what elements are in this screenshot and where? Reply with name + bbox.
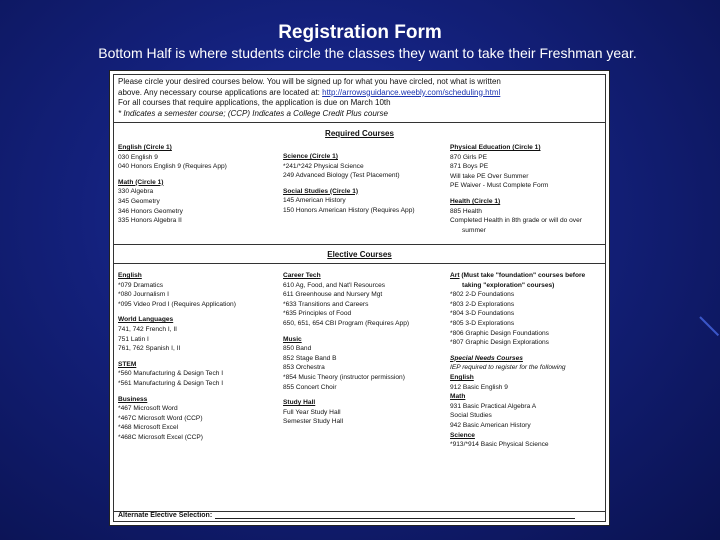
course-item: PE Waiver - Must Complete Form [450, 182, 549, 190]
section-heading: STEM [118, 360, 137, 368]
section-heading: Health (Circle 1) [450, 197, 501, 205]
course-item: 150 Honors American History (Requires App) [283, 206, 415, 214]
course-item: *854 Music Theory (instructor permission) [283, 373, 405, 381]
art-heading-note: taking "exploration" courses) [462, 281, 555, 289]
section-heading: English [118, 272, 142, 279]
section-heading: Career Tech [283, 272, 321, 279]
course-item: 855 Concert Choir [283, 383, 337, 391]
course-item: 650, 651, 654 CBI Program (Requires App) [283, 319, 410, 327]
course-item: 853 Orchestra [283, 364, 325, 372]
form-instructions [118, 77, 601, 119]
course-item: 249 Advanced Biology (Test Placement) [283, 172, 400, 180]
course-item: Completed Health in 8th grade or will do over [450, 217, 582, 225]
course-item: 610 Ag, Food, and Nat'l Resources [283, 281, 386, 289]
course-item: *633 Transitions and Careers [283, 300, 369, 308]
section-heading: Math (Circle 1) [118, 178, 164, 186]
instruction-line: For all courses that require applications, the application is due on March 10th [118, 98, 391, 108]
course-item: 145 American History [283, 197, 346, 205]
course-item: Full Year Study Hall [283, 408, 341, 416]
course-item: *802 2-D Foundations [450, 291, 515, 299]
course-item: 761, 762 Spanish I, II [118, 345, 181, 353]
alternate-elective-label: Alternate Elective Selection: [118, 512, 213, 519]
course-item: 870 Girls PE [450, 153, 488, 161]
course-item: *913/*914 Basic Physical Science [450, 441, 549, 449]
course-item: 611 Greenhouse and Nursery Mgt [283, 291, 383, 299]
course-item: 345 Geometry [118, 197, 160, 205]
form-frame [113, 74, 606, 522]
section-heading: Special Needs Courses [450, 354, 523, 362]
instruction-line: above. Any necessary course applications are located at: http://arrowsguidance.weebly.com/scheduling.html [118, 87, 501, 97]
course-item: *635 Principles of Food [283, 310, 352, 318]
course-item: 030 English 9 [118, 153, 158, 161]
course-item: *806 Graphic Design Foundations [450, 329, 549, 337]
section-heading: Science (Circle 1) [283, 153, 338, 160]
course-item: 330 Algebra [118, 188, 154, 196]
divider [114, 244, 605, 245]
elective-col-2 [283, 271, 409, 427]
course-item: 852 Stage Band B [283, 354, 337, 362]
required-courses-heading: Required Courses [325, 129, 394, 138]
course-item: *807 Graphic Design Explorations [450, 339, 549, 347]
course-item: Will take PE Over Summer [450, 172, 529, 180]
course-item: *468C Microsoft Excel (CCP) [118, 433, 204, 441]
course-item: 040 Honors English 9 (Requires App) [118, 163, 227, 171]
section-heading: Science [450, 431, 475, 439]
course-item: 871 Boys PE [450, 163, 489, 171]
special-needs-note: IEP required to register for the following [450, 364, 566, 372]
divider [114, 263, 605, 264]
course-item: summer [462, 226, 486, 234]
course-item: 335 Honors Algebra II [118, 217, 182, 225]
section-heading: Social Studies (Circle 1) [283, 187, 359, 195]
slide-subtitle: Bottom Half is where students circle the classes they want to take their Freshman year. [98, 45, 637, 61]
section-heading: Business [118, 395, 148, 403]
course-item: *560 Manufacturing & Design Tech I [118, 370, 224, 378]
course-item: *561 Manufacturing & Design Tech I [118, 379, 224, 387]
course-item: *803 2-D Explorations [450, 300, 515, 308]
alternate-elective [118, 512, 575, 519]
required-col-1 [118, 143, 227, 226]
guidance-link: http://arrowsguidance.weebly.com/scheduling.html [322, 87, 501, 97]
slide-title: Registration Form [278, 22, 442, 43]
course-item: *080 Journalism I [118, 291, 169, 299]
section-heading: Music [283, 335, 302, 343]
required-col-3 [450, 143, 582, 235]
section-heading: English [450, 373, 474, 381]
course-item: *467 Microsoft Word [118, 405, 178, 413]
registration-form-image [109, 70, 610, 526]
elective-col-3 [450, 271, 585, 450]
course-item: 942 Basic American History [450, 421, 531, 429]
alternate-elective-blank [215, 518, 575, 519]
course-item: 850 Band [283, 345, 312, 353]
course-item: *805 3-D Explorations [450, 319, 515, 327]
course-item: Semester Study Hall [283, 418, 344, 426]
course-item: 885 Health [450, 207, 482, 215]
course-item: 751 Latin I [118, 335, 149, 343]
section-heading: World Languages [118, 316, 174, 324]
section-heading: Study Hall [283, 399, 316, 407]
course-item: *241/*242 Physical Science [283, 162, 364, 170]
course-item: *468 Microsoft Excel [118, 424, 179, 432]
instruction-legend: * Indicates a semester course; (CCP) Indicates a College Credit Plus course [118, 108, 388, 118]
divider [114, 122, 605, 123]
course-item: 346 Honors Geometry [118, 207, 183, 215]
decorative-line [699, 316, 719, 336]
section-heading: English (Circle 1) [118, 144, 172, 151]
section-heading: Math [450, 393, 466, 401]
elective-courses-heading: Elective Courses [327, 250, 392, 259]
required-col-2 [283, 152, 415, 216]
course-item: 741, 742 French I, II [118, 325, 178, 333]
course-item: 912 Basic English 9 [450, 383, 508, 391]
art-heading: Art (Must take "foundation" courses before [450, 272, 586, 279]
elective-col-1 [118, 271, 236, 443]
course-item: *095 Video Prod I (Requires Application) [118, 300, 236, 308]
section-heading: Social Studies [450, 412, 492, 420]
course-item: 931 Basic Practical Algebra A [450, 402, 537, 410]
course-item: *804 3-D Foundations [450, 310, 515, 318]
course-item: *467C Microsoft Word (CCP) [118, 414, 203, 422]
course-item: *079 Dramatics [118, 281, 164, 289]
instruction-line: Please circle your desired courses below. You will be signed up for what you have circled, not what is written [118, 77, 501, 86]
section-heading: Physical Education (Circle 1) [450, 144, 541, 151]
